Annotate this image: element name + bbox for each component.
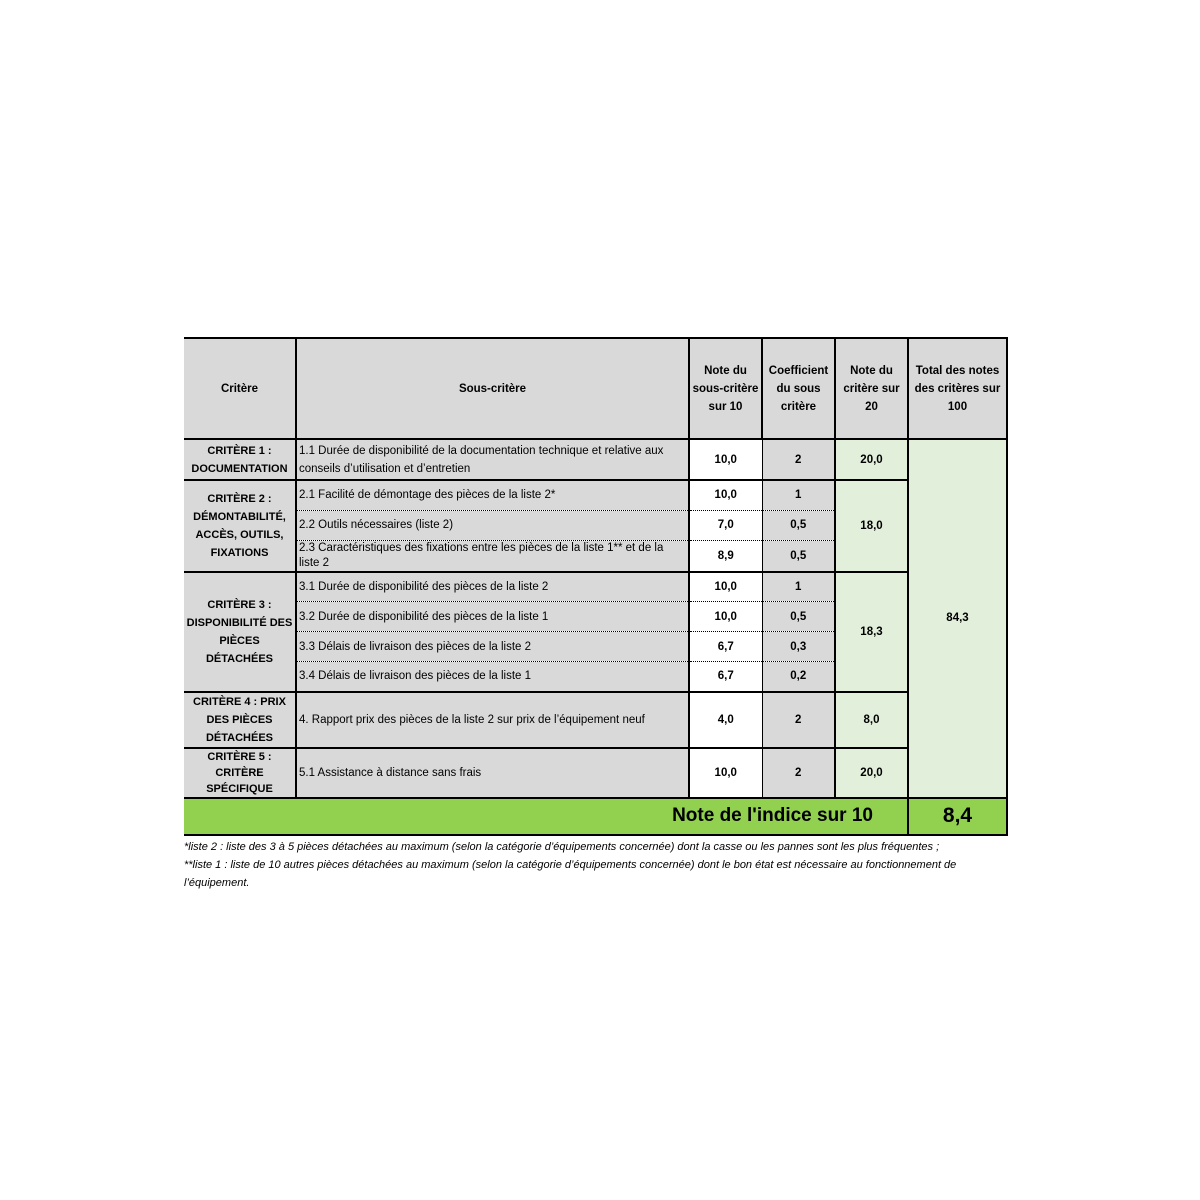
header-note-critere: Note du critère sur 20	[835, 338, 908, 439]
coef-2-3: 0,5	[762, 540, 835, 572]
criterion-2-score: 18,0	[835, 480, 908, 572]
criterion-2-label: CRITÈRE 2 : DÉMONTABILITÉ, ACCÈS, OUTILS, FIXATIONS	[184, 480, 296, 572]
sub-criterion-2-2: 2.2 Outils nécessaires (liste 2)	[296, 510, 689, 540]
final-score-row	[184, 798, 1007, 835]
note-2-2: 7,0	[689, 510, 762, 540]
sub-criterion-3-4: 3.4 Délais de livraison des pièces de la liste 1	[296, 662, 689, 692]
total-score: 84,3	[908, 439, 1007, 798]
coef-3-4: 0,2	[762, 662, 835, 692]
criterion-5-label: CRITÈRE 5 : CRITÈRE SPÉCIFIQUE	[184, 748, 296, 798]
header-total: Total des notes des critères sur 100	[908, 338, 1007, 439]
final-score-label: Note de l'indice sur 10	[184, 798, 908, 835]
coef-2-1: 1	[762, 480, 835, 510]
criterion-3-score: 18,3	[835, 572, 908, 692]
criterion-1-score: 20,0	[835, 439, 908, 480]
footnote-liste-1: **liste 1 : liste de 10 autres pièces détachées au maximum (selon la catégorie d’équipements concernée) dont le bon état est nécessaire au fonctionnement de l’équipement.	[184, 858, 957, 889]
coef-3-3: 0,3	[762, 632, 835, 662]
header-sous-critere: Sous-critère	[296, 338, 689, 439]
table-row	[184, 748, 1007, 798]
footnotes	[184, 838, 1007, 892]
coef-3-2: 0,5	[762, 602, 835, 632]
note-2-1: 10,0	[689, 480, 762, 510]
sub-criterion-5-1: 5.1 Assistance à distance sans frais	[296, 748, 689, 798]
note-3-2: 10,0	[689, 602, 762, 632]
note-3-3: 6,7	[689, 632, 762, 662]
final-score-value: 8,4	[908, 798, 1007, 835]
table-row	[184, 480, 1007, 510]
note-3-1: 10,0	[689, 572, 762, 602]
note-5-1: 10,0	[689, 748, 762, 798]
sub-criterion-2-3: 2.3 Caractéristiques des fixations entre les pièces de la liste 1** et de la liste 2	[296, 540, 689, 572]
criteria-table	[184, 337, 1008, 836]
sub-criterion-4: 4. Rapport prix des pièces de la liste 2 sur prix de l’équipement neuf	[296, 692, 689, 748]
table-row	[184, 572, 1007, 602]
criterion-4-label: CRITÈRE 4 : PRIX DES PIÈCES DÉTACHÉES	[184, 692, 296, 748]
header-coefficient: Coefficient du sous critère	[762, 338, 835, 439]
note-1-1: 10,0	[689, 439, 762, 480]
criterion-4-score: 8,0	[835, 692, 908, 748]
sub-criterion-1-1: 1.1 Durée de disponibilité de la documentation technique et relative aux conseils d’utilisation et d’entretien	[296, 439, 689, 480]
header-note-sous-critere: Note du sous-critère sur 10	[689, 338, 762, 439]
sub-criterion-3-3: 3.3 Délais de livraison des pièces de la liste 2	[296, 632, 689, 662]
note-4: 4,0	[689, 692, 762, 748]
header-critere: Critère	[184, 338, 296, 439]
index-score-sheet	[184, 337, 1007, 892]
criterion-5-score: 20,0	[835, 748, 908, 798]
sub-criterion-3-1: 3.1 Durée de disponibilité des pièces de la liste 2	[296, 572, 689, 602]
coef-3-1: 1	[762, 572, 835, 602]
coef-5-1: 2	[762, 748, 835, 798]
note-2-3: 8,9	[689, 540, 762, 572]
note-3-4: 6,7	[689, 662, 762, 692]
coef-1-1: 2	[762, 439, 835, 480]
footnote-liste-2: *liste 2 : liste des 3 à 5 pièces détachées au maximum (selon la catégorie d’équipements concernée) dont la casse ou les pannes sont les plus fréquentes ;	[184, 840, 940, 853]
table-row	[184, 439, 1007, 480]
criterion-1-label: CRITÈRE 1 : DOCUMENTATION	[184, 439, 296, 480]
coef-4: 2	[762, 692, 835, 748]
sub-criterion-3-2: 3.2 Durée de disponibilité des pièces de la liste 1	[296, 602, 689, 632]
criterion-3-label: CRITÈRE 3 : DISPONIBILITÉ DES PIÈCES DÉTACHÉES	[184, 572, 296, 692]
header-row	[184, 338, 1007, 439]
sub-criterion-2-1: 2.1 Facilité de démontage des pièces de la liste 2*	[296, 480, 689, 510]
coef-2-2: 0,5	[762, 510, 835, 540]
table-row	[184, 692, 1007, 748]
